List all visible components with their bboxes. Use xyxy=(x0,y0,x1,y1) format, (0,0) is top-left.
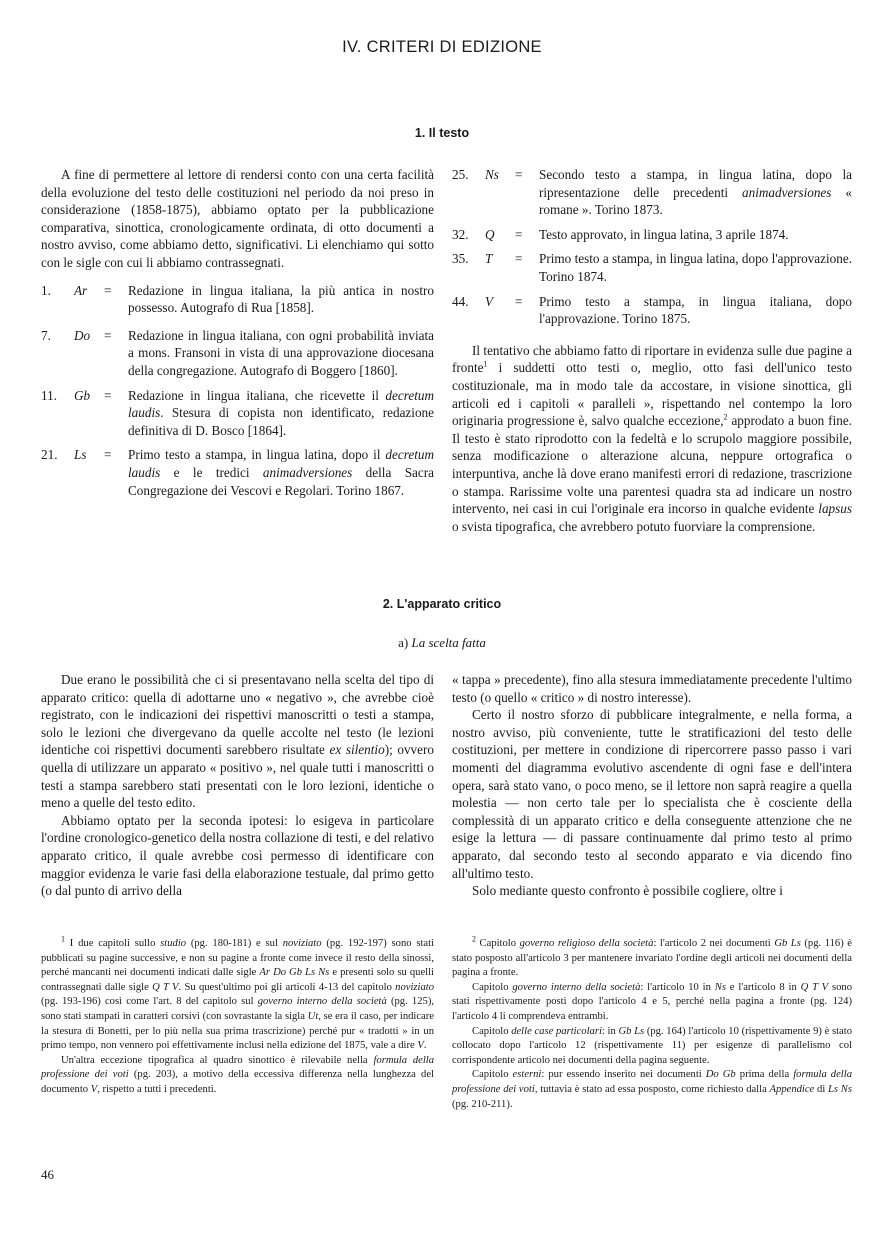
subsection-title xyxy=(0,635,884,651)
siglum-code: Q xyxy=(485,226,495,242)
siglum-description: Primo testo a stampa, in lingua latina, dopo il decretum laudis e le tredici animadversiones della Sacra Congregazione dei Vescovi e Regolari. Torino 1867. xyxy=(128,447,434,498)
siglum-item xyxy=(452,166,852,219)
chapter-title: IV. CRITERI DI EDIZIONE xyxy=(342,38,542,56)
footnote-marker: 2 xyxy=(472,934,476,944)
siglum-equals: = xyxy=(104,327,112,343)
siglum-code: Ns xyxy=(485,167,499,182)
siglum-number: 7. xyxy=(41,327,51,343)
siglum-description: Redazione in lingua italiana, che ricevette il decretum laudis. Stesura di copista non identificato, redazione definitiva di D. Bosco [1864]. xyxy=(128,387,434,438)
siglum-code: Do xyxy=(74,327,91,343)
siglum-code: Ar xyxy=(74,282,88,298)
section-title-apparato-critico: 2. L'apparato critico xyxy=(382,597,502,611)
siglum-equals: = xyxy=(104,387,112,403)
siglum-number: 32. xyxy=(452,226,469,242)
siglum-code: Gb xyxy=(74,387,91,403)
section1-left-column xyxy=(41,166,434,506)
footnote-1-continuation: Un'altra eccezione tipografica al quadro sinottico è rilevabile nella formula della professione dei voti (pg. 203), a motivo della eccessiva differenza nella lunghezza del documento V, rispetto a tutti i precedenti. xyxy=(41,1054,434,1095)
siglum-item xyxy=(41,327,434,380)
siglum-equals: = xyxy=(515,226,523,242)
siglum-number: 1. xyxy=(41,282,51,298)
siglum-description: Primo testo a stampa, in lingua latina, dopo l'approvazione. Torino 1874. xyxy=(539,251,852,284)
section-title-il-testo: 1. Il testo xyxy=(414,126,470,140)
siglum-number: 25. xyxy=(452,167,469,182)
section2-left-column xyxy=(41,671,434,900)
siglum-equals: = xyxy=(515,167,523,182)
continuation-paragraph: « tappa » precedente), fino alla stesura immediatamente precedente l'ultimo testo (o quello « critico » di nostro interesse). xyxy=(452,672,852,705)
comparison-paragraph: Solo mediante questo confronto è possibile cogliere, oltre i xyxy=(472,883,783,899)
siglum-code: Ls xyxy=(74,447,87,463)
siglum-equals: = xyxy=(515,251,523,267)
footnote-marker: 1 xyxy=(61,934,65,944)
footnote-ref-2[interactable]: 2 xyxy=(723,412,728,422)
siglum-code: T xyxy=(485,251,493,267)
second-hypothesis-paragraph: Abbiamo optato per la seconda ipotesi: lo esigeva in particolare l'ordine cronologico-genetico della nostra collazione di testi, e del relativo apparato critico, il quale avrebbe così permesso di identificare con maggior evidenza le varie fasi della elaborazione testuale, dal primo getto (o dal punto di arrivo della xyxy=(41,812,434,899)
footnote-2-case-particolari: Capitolo delle case particolari: in Gb Ls (pg. 164) l'articolo 10 (rispettivamente 9) è stato collocato dopo l'articolo 12 (rispettivamente 11) per esigenze di parallelismo col corrispondente articolo nei documenti della pagina seguente. xyxy=(452,1025,853,1066)
text-fidelity-paragraph: Il tentativo che abbiamo fatto di riportare in evidenza sulle due pagine a fronte$^1$ i suddetti otto testi o, meglio, otto fasi dell'unico testo costituzionale, ma in modo tale da accostare, in visione sinottica, gli articoli ed i capitoli « paralleli », rispettando nel contempo la loro originaria progressione è, salvo qualche eccezione,$^2$ approdato a buon fine. Il testo è stato riprodotto con la fedeltà e lo scrupolo maggiore possibile, senza modificazione o alterazione alcuna, neppure ortografica o interpuntiva, anche là dove erano manifesti errori di redazione, trascrizione o stampa. Rarissime volte una parentesi quadra sta ad indicare un nostro intervento, nei casi in cui l'originale era incorso in qualche evidente lapsus o svista tipografica, che avrebbero potuto fuorviare la comprensione. xyxy=(452,342,852,534)
page-number: 46 xyxy=(41,1167,54,1182)
siglum-number: 44. xyxy=(452,293,469,309)
sigla-list-left xyxy=(41,282,434,500)
apparatus-options-paragraph: Due erano le possibilità che ci si presentavano nella scelta del tipo di apparato critico: quella di adottarne uno « negativo », che avrebbe cioè registrato, con le indicazioni dei rispettivi manoscritti o testi a stampa, solo le lezioni che divergevano da quelle accolte nel testo (le lezioni identiche coi rispettivi documenti sarebbero risultate ex silentio); ovvero quella di utilizzare un apparato « positivo », nel quale tutti i manoscritti o testi a stampa sarebbero stati presentati con le loro lezioni, identiche o meno a quelle del testo edito. xyxy=(41,672,434,811)
siglum-description: Redazione in lingua italiana, la più antica in nostro possesso. Autografo di Rua [1858]. xyxy=(128,282,434,316)
siglum-item xyxy=(41,387,434,440)
siglum-number: 11. xyxy=(41,387,57,403)
intro-paragraph: A fine di permettere al lettore di rendersi conto con una certa facilità della evoluzione del testo delle costituzioni nel periodo da noi preso in considerazione (1858-1875), abbiamo optato per la pubblicazione comparativa, sinottica, cronologicamente ordinata, di otto documenti a nostro avviso, come abbiamo detto, significativi. Li elenchiamo qui sotto con le sigle con cui li abbiamo contrassegnati. xyxy=(41,167,434,270)
siglum-item xyxy=(41,446,434,499)
siglum-item xyxy=(452,226,852,244)
siglum-number: 21. xyxy=(41,447,58,463)
footnotes-right xyxy=(452,934,853,1112)
siglum-equals: = xyxy=(104,447,112,463)
siglum-number: 35. xyxy=(452,251,469,267)
siglum-equals: = xyxy=(515,293,523,309)
siglum-description: Testo approvato, in lingua latina, 3 aprile 1874. xyxy=(539,226,789,242)
footnote-2-esterni: Capitolo esterni: pur essendo inserito nei documenti Do Gb prima della formula della professione dei voti, tuttavia è stato ad essa posposto, come richiesto dalla Appendice di Ls Ns (pg. 210-211). xyxy=(452,1069,852,1110)
subsection-label: La scelta fatta xyxy=(411,635,486,650)
siglum-code: V xyxy=(485,293,494,309)
siglum-item xyxy=(452,293,852,328)
siglum-item xyxy=(41,282,434,317)
sigla-list-right xyxy=(452,166,852,328)
footnote-2: $^2$ Capitolo governo religioso della società: l'articolo 2 nei documenti Gb Ls (pg. 116) è stato posposto all'articolo 3 per mantenere invariato l'ordine degli articoli nei documenti della pagina a fronte. xyxy=(452,934,852,979)
siglum-description: Secondo testo a stampa, in lingua latina, dopo la ripresentazione delle precedenti animadversiones « romane ». Torino 1873. xyxy=(539,167,852,218)
footnote-2-governo-interno: Capitolo governo interno della società: l'articolo 10 in Ns e l'articolo 8 in Q T V sono stati rispettivamente posti dopo l'articolo 4 e 5, perché nella pagina a fronte (pg. 124) l'articolo 4 li comprendeva entrambi. xyxy=(452,981,852,1022)
subsection-prefix: a) xyxy=(398,635,409,650)
footnotes-left xyxy=(41,934,434,1098)
siglum-description: Primo testo a stampa, in lingua italiana, dopo l'approvazione. Torino 1875. xyxy=(539,293,852,327)
siglum-item xyxy=(452,250,852,285)
siglum-equals: = xyxy=(104,282,112,298)
footnote-1: $^1$ I due capitoli sullo studio (pg. 180-181) e sul noviziato (pg. 192-197) sono stati pubblicati su pagine successive, e non su pagine a fronte come invece il resto della sinossi, perché mancanti nei documenti indicati dalle sigle Ar Do Gb Ls Ns e presenti solo su quelli contrassegnati dalle sigle Q T V. Su quest'ultimo poi gli articoli 4-13 del capitolo noviziato (pg. 193-196) così come l'art. 8 del capitolo sul governo interno della società (pg. 125), sono stati stampati in caratteri corsivi (con sovrastante la sigla Ut, se era il caso, per indicare la stesura di Bonetti, per lo più nella sua prima trascrizione) perché pur « tradotti » in un primo tempo, non vennero poi effettivamente inclusi nella edizione del 1875, vale a dire V. xyxy=(41,934,434,1052)
section2-right-column xyxy=(452,671,852,900)
siglum-description: Redazione in lingua italiana, con ogni probabilità inviata a mons. Fransoni in vista di una approvazione diocesana della congregazione. Autografo di Boggero [1860]. xyxy=(128,327,434,378)
footnote-ref-1[interactable]: 1 xyxy=(483,359,488,369)
section1-right-column xyxy=(452,166,852,535)
effort-paragraph: Certo il nostro sforzo di pubblicare integralmente, e nella forma, a nostro avviso, più conveniente, tutte le stratificazioni del testo delle costituzioni, per mettere in condizione di ripercorrere passo passo i vari momenti del diagramma evolutivo ascendente di ogni fase e dell'intera opera, sarà stato vano, o poco meno, se il lettore non saprà reagire a quella molestia — non certo tale per lo specialista che è cosciente della complessità di un apparato critico e della conseguente attenzione che ne esige la lettura — di passare continuamente dal primo testo al primo apparato, dal secondo testo al secondo apparato e via dicendo fino all'ultimo testo. xyxy=(452,707,852,881)
